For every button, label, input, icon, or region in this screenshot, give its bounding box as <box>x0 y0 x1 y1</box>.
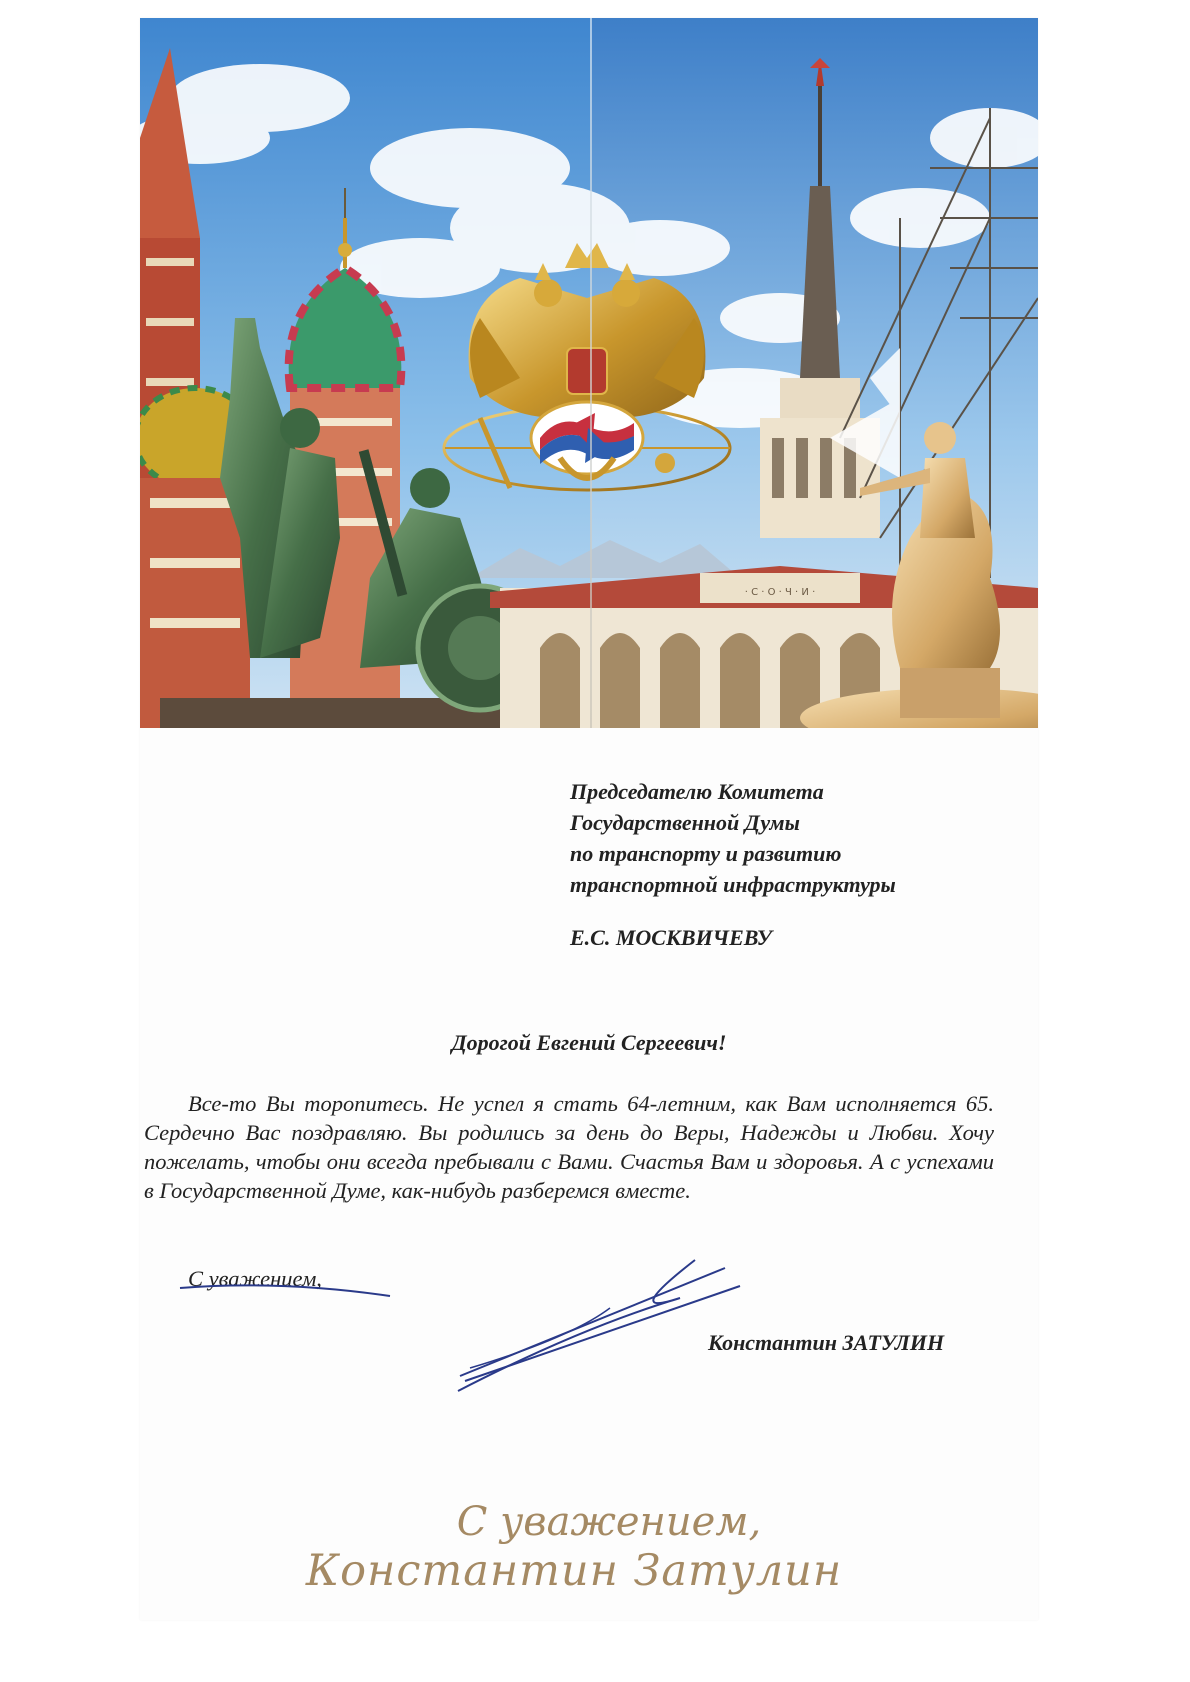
addressee-line: Государственной Думы <box>570 810 800 835</box>
signer-name: Константин ЗАТУЛИН <box>708 1330 945 1355</box>
addressee-line: по транспорту и развитию <box>570 841 842 866</box>
illustration-svg <box>140 18 1038 728</box>
addressee-name: Е.С. МОСКВИЧЕВУ <box>570 925 772 950</box>
card-illustration <box>140 18 1038 728</box>
addressee-line: транспортной инфраструктуры <box>570 872 896 897</box>
addressee-line: Председателю Комитета <box>570 779 824 804</box>
salutation: Дорогой Евгений Сергеевич! <box>451 1030 727 1055</box>
footer-line-2: Константин Затулин <box>305 1546 843 1596</box>
footer-line-1: С уважением, <box>456 1499 762 1545</box>
printed-signature-footer <box>140 1498 1038 1596</box>
greeting-card <box>140 18 1038 1620</box>
letter-body: Все-то Вы торопитесь. Не успел я стать 64-летним, как Вам исполняется 65. Сердечно Вас поздравляю. Вы родились за день до Веры, Надежды и Любви. Хочу пожелать, чтобы они всегда пребывали с Вами. Счастья Вам и здоровья. А с успехами в Государственной Думе, как-нибудь разберемся вместе. <box>144 1091 994 1203</box>
building-sign: · С · О · Ч · И · <box>744 587 816 598</box>
card-fold-line <box>590 18 592 728</box>
closing-text: С уважением, <box>188 1266 322 1291</box>
addressee-block <box>570 776 1010 953</box>
